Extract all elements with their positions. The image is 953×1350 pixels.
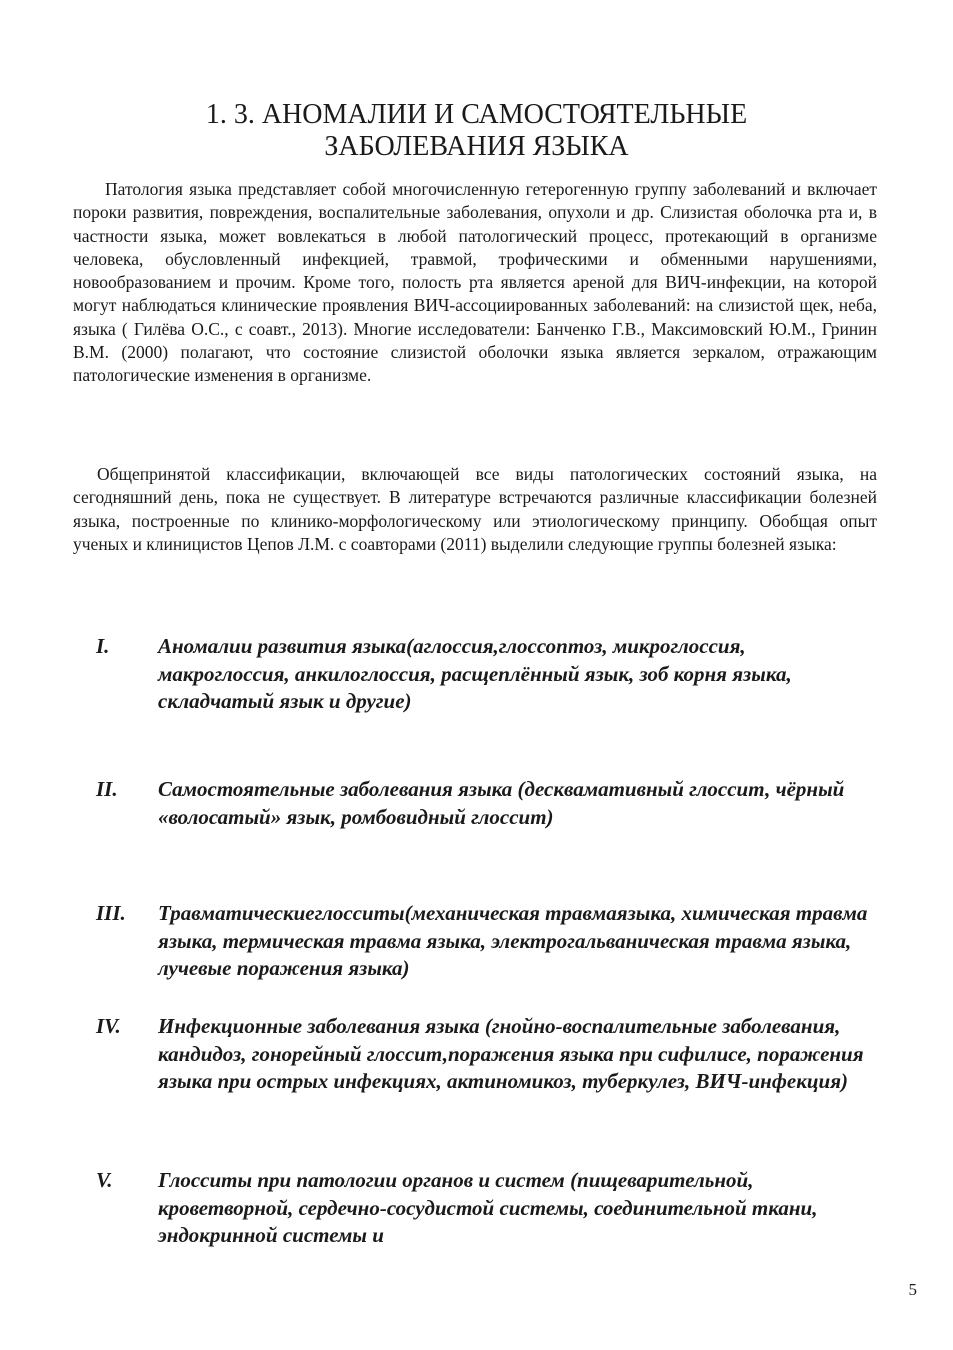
title-line-1: 1. 3. АНОМАЛИИ И САМОСТОЯТЕЛЬНЫЕ	[205, 98, 748, 130]
page-number: 5	[908, 1280, 917, 1299]
paragraph-2: Общепринятой классификации, включающей все виды патологических состояний языка, на сегодняшний день, пока не существует. В литературе встречаются различные классификации болезней языка, построенные по клинико-морфологическому или этиологическому принципу. Обобщая опыт ученых и клиницистов Цепов Л.М. с соавторами (2011) выделили следующие группы болезней языка:	[73, 464, 877, 554]
list-item-number: IV.	[96, 1014, 121, 1038]
list-item-text: Самостоятельные заболевания языка (десквамативный глоссит, чёрный «волосатый» язык, ромбовидный глоссит)	[158, 777, 845, 829]
list-item-number: III.	[96, 901, 126, 925]
section-title	[0, 99, 953, 163]
paragraph-1: Патология языка представляет собой многочисленную гетерогенную группу заболеваний и включает пороки развития, повреждения, воспалительные заболевания, опухоли и др. Слизистая оболочка рта и, в частности языка, может вовлекаться в любой патологический процесс, протекающий в организме человека, обусловленный инфекцией, травмой, трофическими и обменными нарушениями, новообразованием и прочим. Кроме того, полость рта является ареной для ВИЧ-инфекции, на которой могут наблюдаться клинические проявления ВИЧ-ассоциированных заболеваний: на слизистой щек, неба, языка ( Гилёва О.С., с соавт., 2013). Многие исследователи: Банченко Г.В., Максимовский Ю.М., Гринин В.М. (2000) полагают, что состояние слизистой оболочки языка является зеркалом, отражающим патологические изменения в организме.	[73, 179, 877, 386]
list-item-text: Инфекционные заболевания языка (гнойно-воспалительные заболевания, кандидоз, гонорейный глоссит,поражения языка при сифилисе, поражения языка при острых инфекциях, актиномикоз, туберкулез, ВИЧ-инфекция)	[158, 1014, 864, 1093]
list-item-text: Травматическиеглосситы(механическая травмаязыка, химическая травма языка, термическая травма языка, электрогальваническая травма языка, лучевые поражения языка)	[158, 901, 868, 980]
list-item-number: I.	[96, 634, 110, 658]
list-item-number: II.	[96, 777, 118, 801]
list-item-text: Аномалии развития языка(аглоссия,глоссоптоз, микроглоссия, макроглоссия, анкилоглоссия, расщеплённый язык, зоб корня языка, складчатый язык и другие)	[158, 634, 792, 713]
list-item-text: Глосситы при патологии органов и систем (пищеварительной, кроветворной, сердечно-сосудистой системы, соединительной ткани, эндокринной системы и	[158, 1168, 818, 1247]
list-item-number: V.	[96, 1168, 113, 1192]
title-line-2: ЗАБОЛЕВАНИЯ ЯЗЫКА	[324, 130, 629, 162]
